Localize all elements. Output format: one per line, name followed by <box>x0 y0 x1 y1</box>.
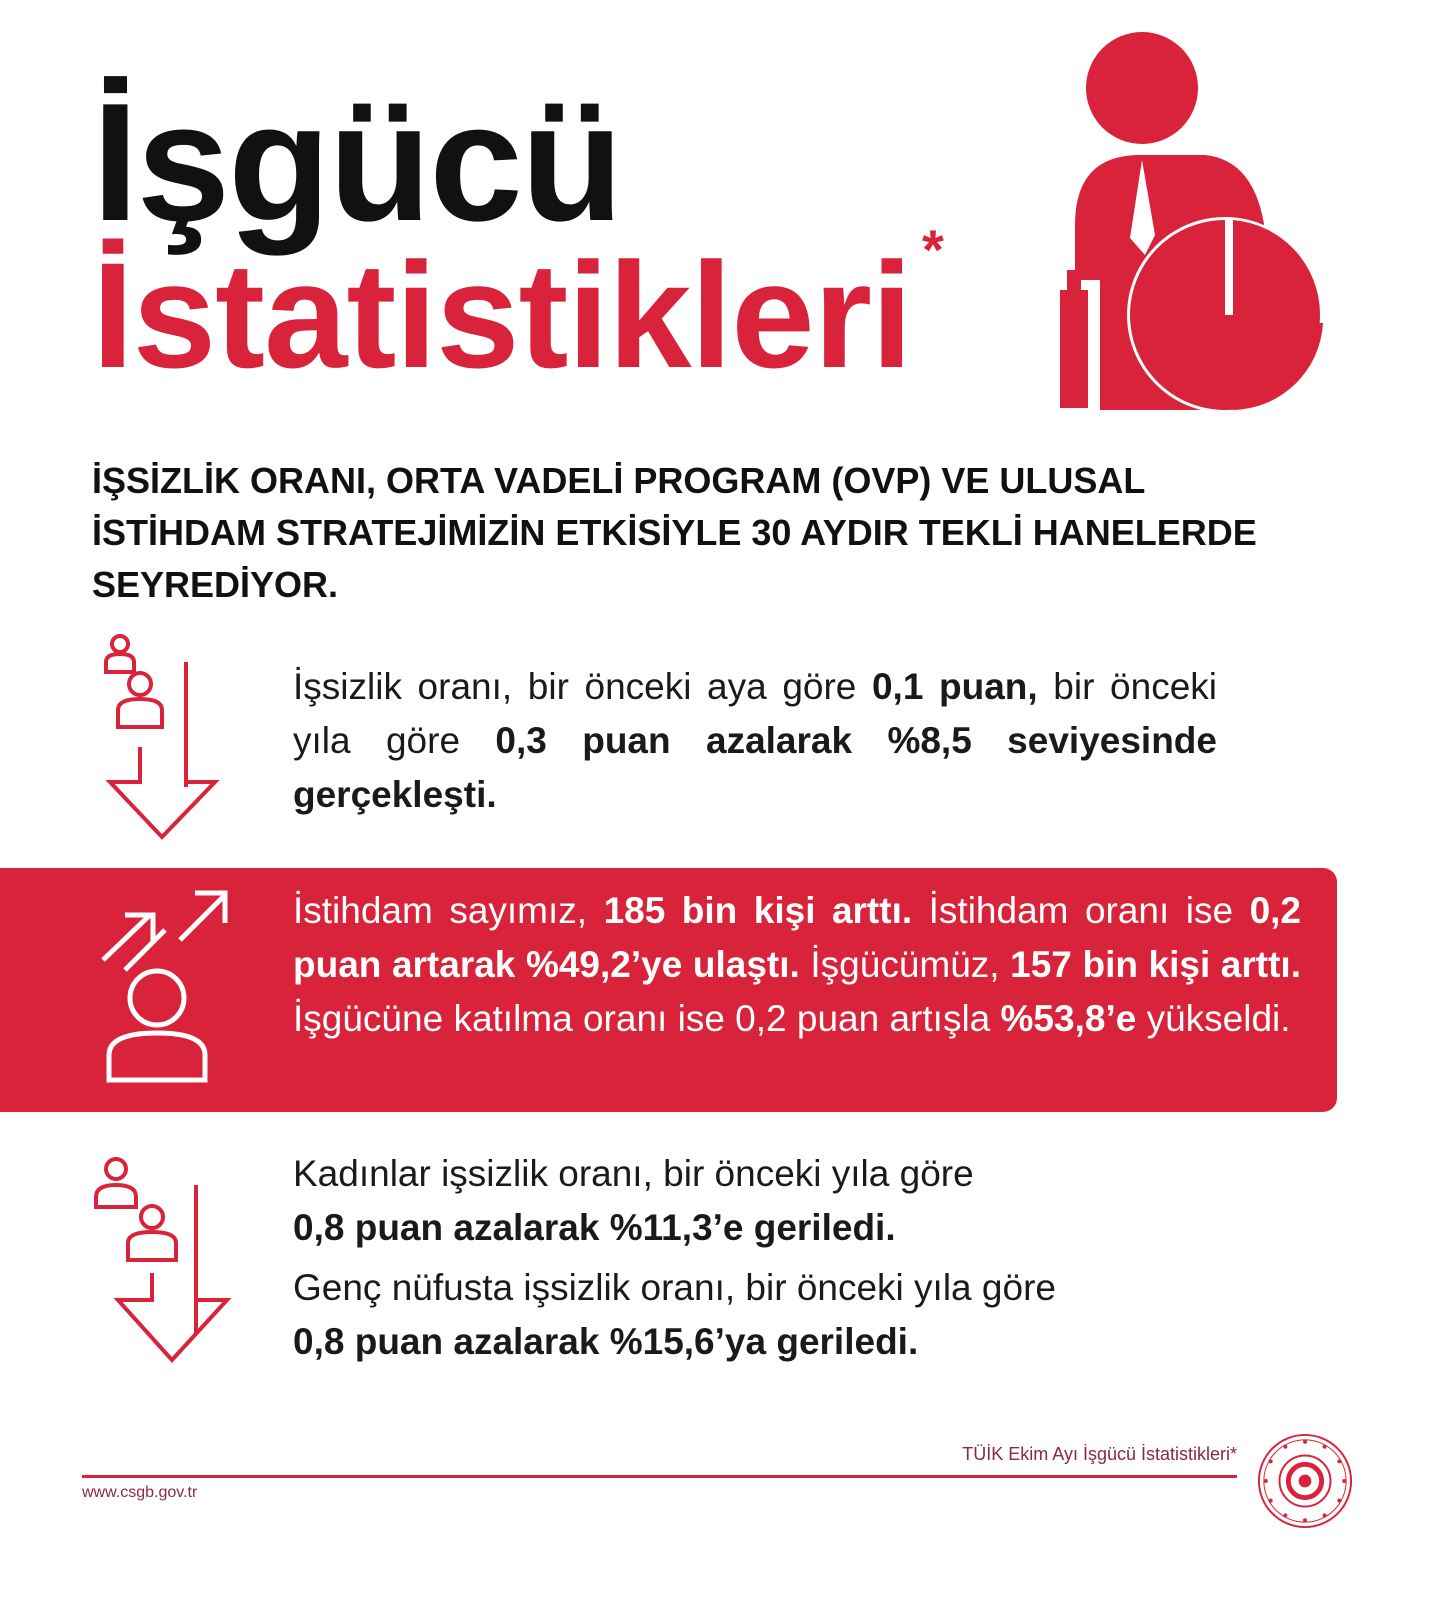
text-segment-bold: %53,8’e <box>1000 998 1137 1039</box>
title-asterisk: * <box>922 218 944 281</box>
text-segment: İşsizlik oranı, bir önceki aya göre <box>293 666 872 707</box>
person-up-arrows-icon <box>95 885 235 1090</box>
women-youth-unemployment-text <box>293 1147 1293 1375</box>
ministry-seal-logo <box>1256 1432 1354 1530</box>
text-segment: İşgücümüz, <box>799 944 1011 985</box>
text-segment-bold: 157 bin kişi arttı. <box>1010 944 1301 985</box>
youth-unemployment-text <box>293 1261 1293 1369</box>
text-segment-bold: 0,8 puan azalarak %15,6’ya geriledi. <box>293 1321 919 1362</box>
text-segment: Genç nüfusta işsizlik oranı, bir önceki yıla göre <box>293 1267 1056 1308</box>
text-segment-bold: 0,1 puan, <box>871 666 1038 707</box>
employment-text <box>293 884 1301 1046</box>
text-segment-bold: 0,2 puan artarak %49,2’ye ulaştı. <box>293 890 1301 985</box>
text-segment: Kadınlar işsizlik oranı, bir önceki yıla göre <box>293 1153 974 1194</box>
source-note: TÜİK Ekim Ayı İşgücü İstatistikleri* <box>962 1444 1237 1464</box>
headline: İŞSİZLİK ORANI, ORTA VADELİ PROGRAM (OVP) VE ULUSAL İSTİHDAM STRATEJİMİZİN ETKİSİYLE 30 AYDIR TEKLİ HANELERDE SEYREDİYOR. <box>92 460 1257 605</box>
website-link[interactable]: www.csgb.gov.tr <box>82 1484 198 1501</box>
text-segment: bir önceki yıla göre <box>293 666 1217 761</box>
text-segment-bold: 0,8 puan azalarak %11,3’e geriledi. <box>293 1207 896 1248</box>
text-segment-bold: 0,3 puan azalarak %8,5 seviyesinde gerçekleşti. <box>293 720 1217 815</box>
title-line-1: İşgücü <box>92 68 622 256</box>
title-line-2: İstatistikleri <box>92 231 912 399</box>
text-segment-bold: 185 bin kişi arttı. <box>603 890 913 931</box>
text-segment: İstihdam sayımız, <box>293 890 604 931</box>
woman-youth-down-arrow-icon <box>92 1155 232 1365</box>
unemployment-rate-text <box>293 660 1217 822</box>
text-segment: İstihdam oranı ise <box>912 890 1250 931</box>
businessman-pie-chart-icon <box>1055 30 1325 415</box>
text-segment: İşgücüne katılma oranı ise 0,2 puan artışla <box>293 998 1001 1039</box>
footer-divider <box>82 1475 1237 1478</box>
text-segment: yükseldi. <box>1136 998 1291 1039</box>
women-unemployment-text <box>293 1147 1293 1255</box>
people-down-arrow-icon <box>100 632 225 842</box>
